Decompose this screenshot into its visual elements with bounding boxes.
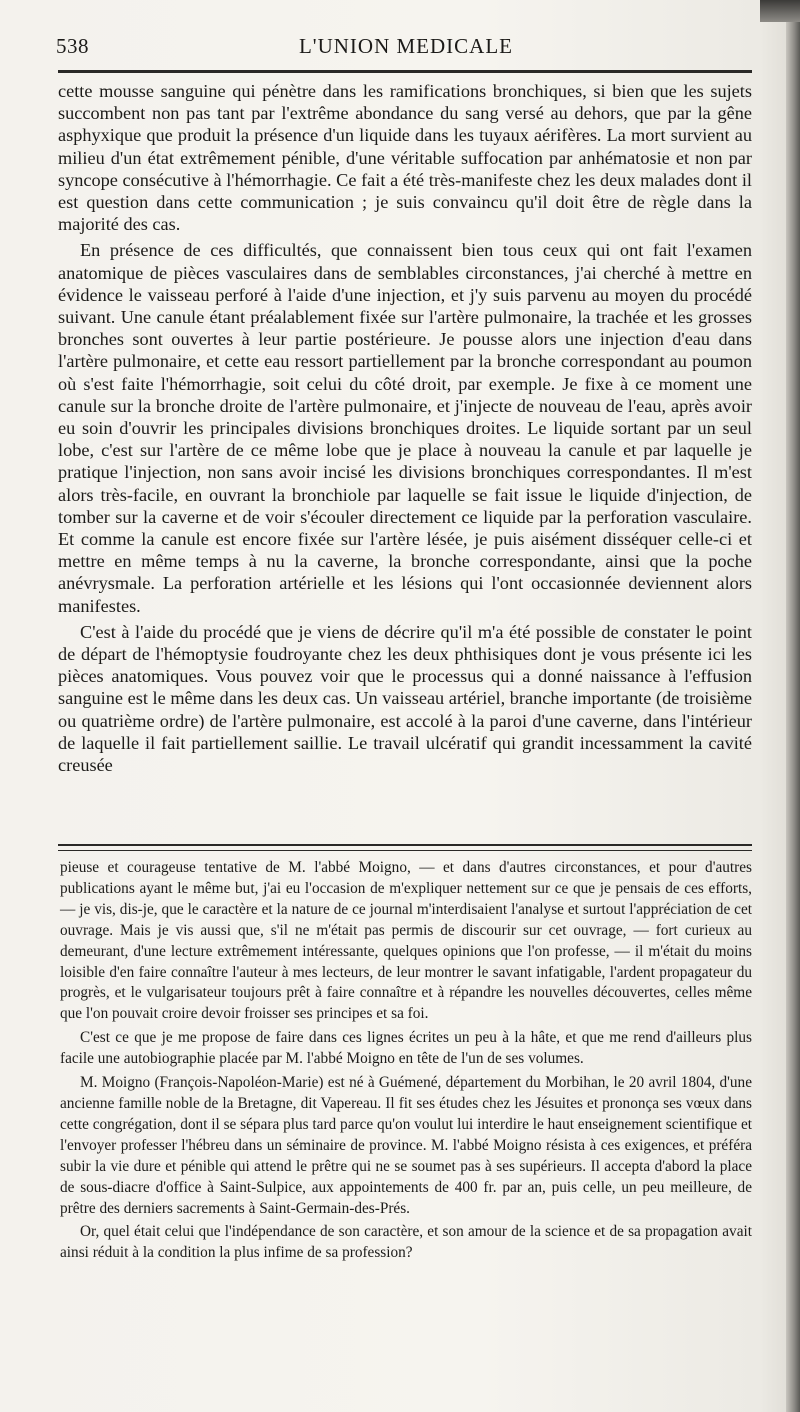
- page-number: 538: [56, 34, 89, 58]
- main-article: [58, 80, 752, 776]
- main-paragraph: En présence de ces difficultés, que connaissent bien tous ceux qui ont fait l'examen anatomique de pièces vasculaires dans de semblables circonstances, j'ai cherché à mettre en évidence le vaisseau perforé à l'aide d'une injection, et j'y suis parvenu au moyen du procédé suivant. Une canule étant préalablement fixée sur l'artère pulmonaire, la trachée et les grosses bronches sont ouvertes à leur partie postérieure. Je pousse alors une injection d'eau dans l'artère pulmonaire, et cette eau ressort partiellement par la bronche correspondant au poumon où s'est faite l'hémorrhagie, soit celui du côté droit, par exemple. Je fixe à ce moment une canule sur la bronche droite de l'artère pulmonaire, et j'injecte de nouveau de l'eau, après avoir eu soin d'ouvrir les principales divisions bronchiques droites. Le liquide sortant par un seul lobe, c'est sur l'artère de ce même lobe que je place à nouveau la canule et par laquelle je pratique l'injection, non sans avoir incisé les divisions bronchiques correspondantes. Il m'est alors très-facile, en ouvrant la bronchiole par laquelle se fait issue le liquide d'injection, de tomber sur la caverne et de voir s'écouler directement ce liquide par la perforation vasculaire. Et comme la canule est encore fixée sur l'artère lésée, je puis aisément disséquer celle-ci et mettre en même temps à nu la caverne, la bronche correspondante, ainsi que la poche anévrysmale. La perforation artérielle et les lésions qui l'ont occasionnée deviennent alors manifestes.: [58, 240, 752, 616]
- feuilleton-paragraph: pieuse et courageuse tentative de M. l'abbé Moigno, — et dans d'autres circonstances, et pour d'autres publications ayant le même but, j'ai eu l'occasion de m'expliquer nettement sur ce que je pensais de ces efforts, — je vis, dis-je, que le caractère et la nature de ce journal m'interdisaient l'analyse et surtout l'appréciation de cet ouvrage. Mais je vis aussi que, s'il ne m'était pas permis de discourir sur cet ouvrage, — fort curieux au demeurant, d'une lecture extrêmement intéressante, quelques opinions que l'on professe, — il m'était du moins loisible d'en faire connaître l'auteur à mes lecteurs, de leur montrer le savant infatigable, l'ardent propagateur du progrès, et le vulgarisateur toujours prêt à faire connaître et à répandre les nouvelles découvertes, celles même que l'on pouvait croire devoir froisser ses principes et sa foi.: [60, 859, 752, 1023]
- feuilleton-divider: [58, 844, 752, 846]
- running-title: L'UNION MEDICALE: [298, 34, 513, 58]
- feuilleton-paragraph: C'est ce que je me propose de faire dans ces lignes écrites un peu à la hâte, et que me rend d'ailleurs plus facile une autobiographie placée par M. l'abbé Moigno en tête de l'un de ses volumes.: [60, 1029, 752, 1068]
- page-edge-shadow: [786, 0, 800, 1412]
- header-rule: [58, 70, 752, 73]
- feuilleton-paragraph: Or, quel était celui que l'indépendance de son caractère, et son amour de la science et de sa propagation avait ainsi réduit à la condition la plus infime de sa profession?: [60, 1223, 752, 1262]
- main-paragraph: C'est à l'aide du procédé que je viens de décrire qu'il m'a été possible de constater le point de départ de l'hémoptysie foudroyante chez les deux phthisiques dont je vous présente ici les pièces anatomiques. Vous pouvez voir que le processus qui a donné naissance à l'effusion sanguine est le même dans les deux cas. Un vaisseau artériel, branche importante (de troisième ou quatrième ordre) de l'artère pulmonaire, est accolé à la paroi d'une caverne, dans l'intérieur de laquelle il fait partiellement saillie. Le travail ulcératif qui grandit incessamment la cavité creusée: [58, 621, 752, 776]
- main-paragraph: cette mousse sanguine qui pénètre dans les ramifications bronchiques, si bien que les sujets succombent non pas tant par l'extrême abondance du sang versé au dehors, que par la gêne asphyxique que produit la présence d'un liquide dans les tuyaux aérifères. La mort survient au milieu d'un état extrêmement pénible, d'une véritable suffocation par anhématosie et non par syncope consécutive à l'hémorrhagie. Ce fait a été très-manifeste chez les deux malades dont il est question dans cette communication ; je suis convaincu qu'il doit être de règle dans la majorité des cas.: [58, 81, 752, 235]
- feuilleton-paragraph: M. Moigno (François-Napoléon-Marie) est né à Guémené, département du Morbihan, le 20 avril 1804, d'une ancienne famille noble de la Bretagne, dit Vapereau. Il fit ses études chez les Jésuites et prononça ses vœux dans cette congrégation, dont il se sépara plus tard parce qu'on voulut lui interdire le haut enseignement scientifique et l'envoyer professer l'hébreu dans un séminaire de province. M. l'abbé Moigno résista à ces exigences, et préféra subir la vie dure et pénible qui attend le prêtre qui ne se soumet pas à ses supérieurs. Il accepta d'abord la place de sous-diacre d'office à Saint-Sulpice, aux appointements de 400 fr. par an, puis celle, un peu meilleure, de prêtre des derniers sacrements à Saint-Germain-des-Prés.: [60, 1074, 752, 1217]
- feuilleton-divider-thin: [58, 850, 752, 851]
- feuilleton-article: [60, 858, 752, 1264]
- page-corner-shadow: [760, 0, 800, 22]
- page-header: [56, 34, 756, 62]
